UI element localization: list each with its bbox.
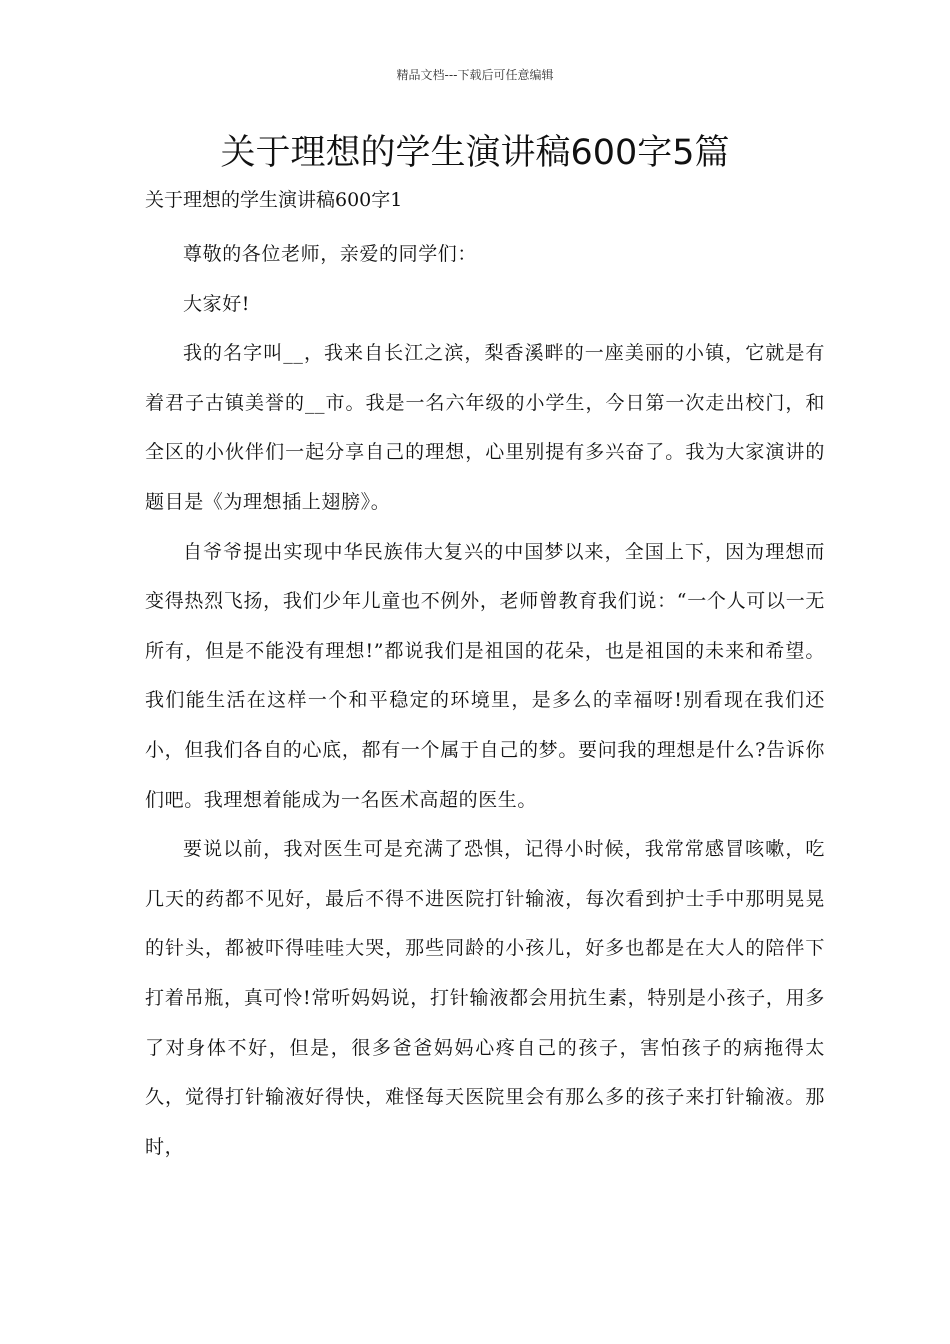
document-title: 关于理想的学生演讲稿600字5篇: [220, 133, 730, 173]
paragraph-greeting: 大家好!: [183, 292, 251, 315]
paragraph-dream: 自爷爷提出实现中华民族伟大复兴的中国梦以来，全国上下，因为理想而变得热烈飞扬，我们少年儿童也不例外，老师曾教育我们说：“一个人可以一无所有，但是不能没有理想!”都说我们是祖国的花朵，也是祖国的未来和希望。我们能生活在这样一个和平稳定的环境里，是多么的幸福呀!别看现在我们还小，但我们各自的心底，都有一个属于自己的梦。要问我的理想是什么?告诉你们吧。我理想着能成为一名医术高超的医生。: [145, 540, 825, 811]
paragraph-memory: 要说以前，我对医生可是充满了恐惧，记得小时候，我常常感冒咳嗽，吃几天的药都不见好，最后不得不进医院打针输液，每次看到护士手中那明晃晃的针头，都被吓得哇哇大哭，那些同龄的小孩儿，好多也都是在大人的陪伴下打着吊瓶，真可怜!常听妈妈说，打针输液都会用抗生素，特别是小孩子，用多了对身体不好，但是，很多爸爸妈妈心疼自己的孩子，害怕孩子的病拖得太久，觉得打针输液好得快，难怪每天医院里会有那么多的孩子来打针输液。那时，: [145, 838, 825, 1158]
paragraph-salutation: 尊敬的各位老师，亲爱的同学们：: [183, 243, 478, 265]
section-subtitle: 关于理想的学生演讲稿600字1: [145, 189, 403, 211]
header-note: 精品文档---下载后可任意编辑: [396, 68, 554, 82]
document-body: [145, 180, 825, 1172]
paragraph-introduction: 我的名字叫__，我来自长江之滨，梨香溪畔的一座美丽的小镇，它就是有着君子古镇美誉的__市。我是一名六年级的小学生，今日第一次走出校门，和全区的小伙伴们一起分享自己的理想，心里别提有多兴奋了。我为大家演讲的题目是《为理想插上翅膀》。: [145, 342, 825, 513]
